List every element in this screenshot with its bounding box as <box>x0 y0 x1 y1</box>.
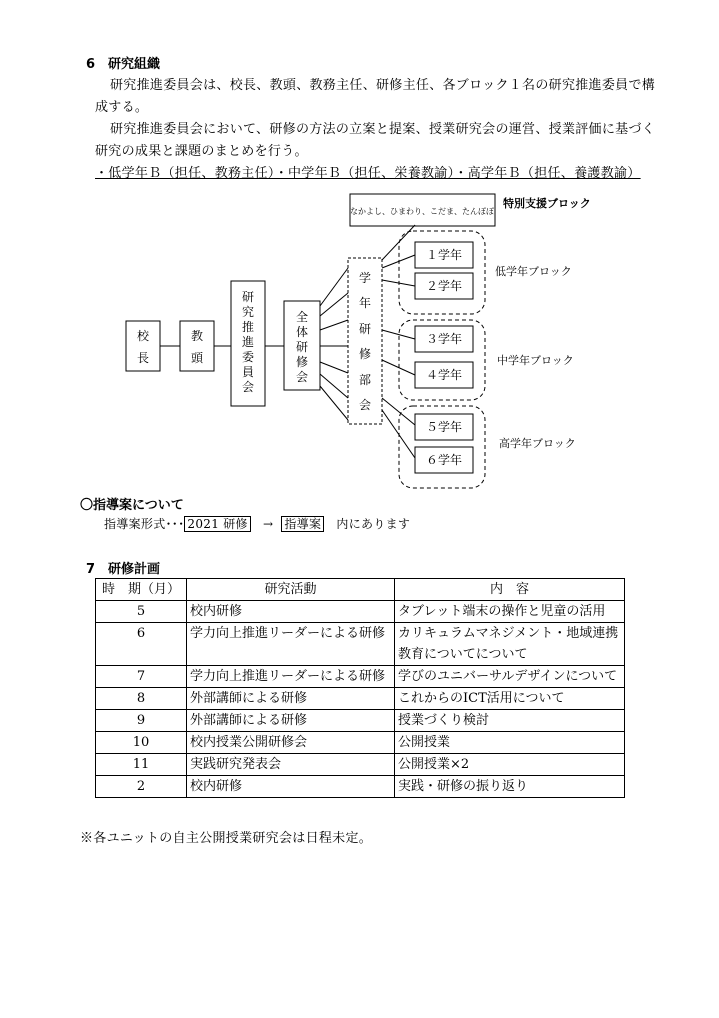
guidance-suffix: 内にあります <box>336 517 411 531</box>
section6-heading: 6 研究組織 <box>86 57 161 72</box>
cell-content: 学びのユニバーサルデザインについて <box>395 666 625 688</box>
special-block-label: 特別支援ブロック <box>503 197 591 210</box>
cell-content: 授業づくり検討 <box>395 710 625 732</box>
section6-para1-line1: 研究推進委員会は、校長、教頭、教務主任、研修主任、各ブロック１名の研究推進委員で構 <box>110 78 656 93</box>
grade-5-label: ５学年 <box>425 420 463 434</box>
grade-6-label: ６学年 <box>425 453 463 467</box>
committee-char: 研 <box>241 290 255 304</box>
grade-1-label: １学年 <box>425 248 463 262</box>
vice-principal-char-1: 教 <box>190 329 204 343</box>
training-plan-table <box>95 578 625 798</box>
cell-month: 9 <box>96 710 187 732</box>
subfolder-name: 指導案 <box>281 516 324 532</box>
upper-block-label: 高学年ブロック <box>499 437 576 450</box>
cell-month: 6 <box>96 623 187 666</box>
all-staff-char: 全 <box>295 310 309 324</box>
table-row <box>96 754 625 776</box>
table-row <box>96 732 625 754</box>
cell-month: 10 <box>96 732 187 754</box>
cell-activity: 校内研修 <box>187 776 395 798</box>
grade-dept-char: 年 <box>358 296 372 310</box>
cell-activity: 外部講師による研修 <box>187 710 395 732</box>
section6-para2-line1: 研究推進委員会において、研修の方法の立案と提案、授業研究会の運営、授業評価に基づく <box>110 122 656 137</box>
cell-content: 公開授業×2 <box>395 754 625 776</box>
grade-dept-char: 研 <box>358 322 372 336</box>
cell-activity: 実践研究発表会 <box>187 754 395 776</box>
all-staff-char: 体 <box>295 325 309 339</box>
vice-principal-char-2: 頭 <box>190 351 204 365</box>
header-content: 内 容 <box>395 579 625 601</box>
grade-dept-label <box>359 271 371 412</box>
cell-month: 5 <box>96 601 187 623</box>
schedule-note: ※各ユニットの自主公開授業研究会は日程未定。 <box>80 831 373 846</box>
grade-2-label: ２学年 <box>425 279 463 293</box>
cell-month: 11 <box>96 754 187 776</box>
table-row <box>96 688 625 710</box>
committee-char: 委 <box>241 350 255 364</box>
table-header-row <box>96 579 625 601</box>
guidance-line <box>104 513 410 535</box>
principal-char-2: 長 <box>136 351 150 365</box>
organization-diagram <box>0 0 719 500</box>
arrow-icon: → <box>263 517 274 531</box>
grade-dept-char: 修 <box>358 347 372 361</box>
principal-char-1: 校 <box>136 329 150 343</box>
table-row <box>96 601 625 623</box>
section6-para2-line2: 研究の成果と課題のまとめを行う。 <box>95 144 308 159</box>
grade-dept-char: 部 <box>358 373 372 387</box>
cell-month: 2 <box>96 776 187 798</box>
cell-content: 実践・研修の振り返り <box>395 776 625 798</box>
table-row <box>96 666 625 688</box>
header-period: 時 期（月） <box>96 579 187 601</box>
section6-para1-line2: 成する。 <box>95 100 149 115</box>
all-staff-label <box>296 309 308 384</box>
table-row <box>96 623 625 666</box>
cell-activity: 外部講師による研修 <box>187 688 395 710</box>
table-row <box>96 776 625 798</box>
section7-heading: 7 研修計画 <box>86 562 161 577</box>
committee-char: 員 <box>241 365 255 379</box>
lower-block-label: 低学年ブロック <box>495 265 572 278</box>
all-staff-char: 研 <box>295 340 309 354</box>
committee-char: 究 <box>241 305 255 319</box>
cell-content: 公開授業 <box>395 732 625 754</box>
section6-blocks-line: ・低学年Ｂ（担任、教務主任）・中学年Ｂ（担任、栄養教諭）・高学年Ｂ（担任、養護教諭） <box>95 166 641 181</box>
table-row <box>96 710 625 732</box>
committee-char: 進 <box>241 335 255 349</box>
cell-content: これからのICT活用について <box>395 688 625 710</box>
middle-block-label: 中学年ブロック <box>497 354 574 367</box>
cell-activity: 校内授業公開研修会 <box>187 732 395 754</box>
folder-name: 2021 研修 <box>184 516 250 532</box>
grade-dept-char: 学 <box>358 271 372 285</box>
committee-char: 推 <box>241 320 255 334</box>
cell-activity: 学力向上推進リーダーによる研修 <box>187 623 395 666</box>
cell-activity: 学力向上推進リーダーによる研修 <box>187 666 395 688</box>
committee-label <box>242 290 254 394</box>
all-staff-char: 修 <box>295 355 309 369</box>
guidance-prefix: 指導案形式･･･ <box>104 517 185 531</box>
special-classes-text: なかよし、ひまわり、こだま、たんぽぽ <box>350 207 494 216</box>
cell-month: 7 <box>96 666 187 688</box>
guidance-heading: 〇指導案について <box>80 498 184 513</box>
committee-char: 会 <box>241 380 255 394</box>
all-staff-char: 会 <box>295 370 309 384</box>
cell-content: カリキュラムマネジメント・地域連携教育についてについて <box>395 623 625 666</box>
grade-3-label: ３学年 <box>425 332 463 346</box>
grade-4-label: ４学年 <box>425 368 463 382</box>
grade-dept-char: 会 <box>358 398 372 412</box>
cell-month: 8 <box>96 688 187 710</box>
header-activity: 研究活動 <box>187 579 395 601</box>
cell-content: タブレット端末の操作と児童の活用 <box>395 601 625 623</box>
cell-activity: 校内研修 <box>187 601 395 623</box>
